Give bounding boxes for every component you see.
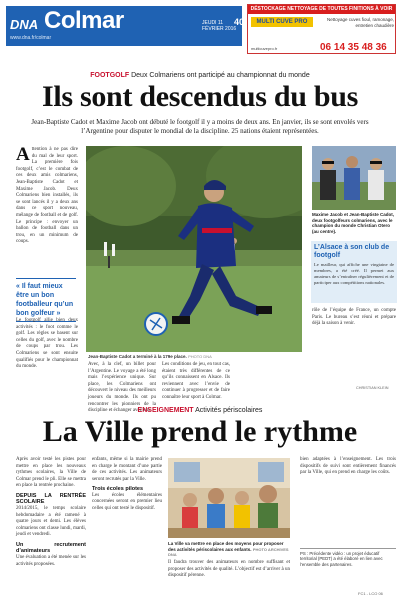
footgolf-photo bbox=[86, 146, 302, 352]
bottom-caption-text: La Ville va mettre en place des moyens pour proposer des activités périscolaires aux enfants. bbox=[168, 541, 284, 552]
story2-column-1 bbox=[16, 457, 86, 568]
story1-col3-text: Les conditions de jeu, en tout cas, étaient très différentes de ce qu’ils connaissent en Alsace. Ils reviennent avec l’envie de continuer à progresser et de faire connaître leur sport à Colmar. bbox=[162, 362, 230, 400]
story1-column-3 bbox=[162, 362, 230, 402]
ad-banner: DÉSTOCKAGE NETTOYAGE DE TOUTES FINITIONS À VOIR bbox=[248, 5, 395, 14]
story1-standfirst: Jean-Baptiste Cadot et Maxime Jacob ont débuté le footgolf il y a moins de deux ans. En janvier, ils se sont envolés vers l’Argentine pour disputer le mondial de la discipline. 25 nations étaient représentées. bbox=[31, 118, 369, 135]
advertisement bbox=[247, 4, 396, 54]
story2-section: ENSEIGNEMENT bbox=[137, 407, 194, 414]
masthead-date: JEUDI 11 FÉVRIER 2016 bbox=[202, 20, 237, 32]
story2-col1-text2: 2014/2015, le temps scolaire hebdomadaire a été ramené à quatre jours et demi. Les élèves colmariens ont classe lundi, mardi, jeudi et vendredi. bbox=[16, 505, 86, 538]
story1-column-4 bbox=[312, 308, 396, 328]
story2-col4-text: bien adaptées à l’enseignement. Les trois dispositifs de suivi sont entièrement financés par la Ville, qui en prend en charge les coûts. bbox=[300, 457, 396, 476]
masthead-site: www.dna.fr/colmar bbox=[10, 35, 52, 41]
story2-col2-text: enfants, même si la mairie prend en charge le montant d’une partie de ces activités. Les animateurs seront recrutés par la Ville. bbox=[92, 457, 162, 482]
story2-column-3 bbox=[168, 560, 290, 580]
story2-kicker bbox=[0, 407, 400, 414]
side-photo-caption: Maxime Jacob et Jean-Baptiste Cadot, deux footgolfeurs colmariens, avec le champion du monde Christian Otero (au centre). bbox=[312, 212, 395, 234]
bottom-caption-credit: PHOTO ARCHIVES DNA bbox=[168, 546, 289, 557]
main-caption-text: Jean-Baptiste Cadot a terminé à la 179e place. bbox=[88, 354, 187, 359]
ad-phone: 06 14 35 48 36 bbox=[320, 42, 387, 53]
page-number: 40 bbox=[234, 17, 245, 27]
dropcap: A bbox=[16, 144, 30, 165]
info-box bbox=[311, 241, 397, 303]
ad-brand: MULTI CUVE PRO bbox=[251, 17, 313, 27]
story2-column-4 bbox=[300, 457, 396, 477]
story2-subhead-recrutement: Un recrutement d’animateurs bbox=[16, 541, 86, 555]
bottom-photo-caption bbox=[168, 541, 290, 558]
ad-tagline: Nettoyage cuves fioul, ramonage, entretien chaudière bbox=[326, 17, 394, 28]
masthead-city: Colmar bbox=[44, 7, 124, 34]
story2-subhead-trois: Trois écoles pilotes bbox=[92, 486, 144, 493]
main-photo-caption bbox=[88, 354, 300, 359]
school-photo bbox=[168, 458, 290, 538]
story2-col2-text2: Les écoles élémentaires concernées seront en premier lieu celles qui ont testé le dispositif. bbox=[92, 492, 162, 512]
note-box: PS : Précédente vidéo : un projet éducatif territorial (PEDT) a été élaboré en lien avec l’ensemble des partenaires. bbox=[300, 548, 396, 567]
story1-col4-text: rôle de l’équipe de France, un compte Paris. Le bureau s’est réuni et prépare déjà la saison à venir. bbox=[312, 308, 396, 327]
author-signature: CHRISTIAN KLEIN bbox=[356, 386, 389, 390]
story2-kicker-text: Activités périscolaires bbox=[195, 407, 263, 414]
page-header bbox=[0, 0, 400, 53]
story2-col1-text: Après avoir testé les pistes pour mettre en place les nouveaux rythmes scolaires, la Ville de Colmar prend le pli. Elle se mettra en place la rentrée prochaine. bbox=[16, 457, 86, 489]
page-code: FC1 - LCO 06 bbox=[358, 591, 383, 596]
ad-website: multicuvepro.fr bbox=[251, 46, 278, 51]
story1-col2-text: Avec, à la clef, un billet pour l’Argentine. Le voyage a été long mais l’expérience unique. Sur place, les Colmariens ont découvert le niveau des meilleurs joueurs du monde. Ils ont pu rencontrer les pionniers de la discipline et échanger avec eux. bbox=[88, 362, 156, 414]
story1-kicker-text: Deux Colmariens ont participé au championnat du monde bbox=[131, 72, 310, 79]
pull-quote: « Il faut mieux être un bon footballeur qu’un bon golfeur » bbox=[16, 278, 76, 322]
story2-subhead-depuis: DEPUIS LA RENTRÉE SCOLAIRE bbox=[16, 492, 86, 506]
masthead-logo: DNA bbox=[10, 17, 39, 32]
story1-col1-text: ttention à ne pas dire du mal de leur sport. La première fois footgolf, c’est le combat de ces deux amis colmariens, Jean-Baptiste Cadot et Maxime Jacob. Deux Colmariens bien installés, ils se sont lancés il y a deux ans dans ce sport nouveau, mélange de football et de golf. Le principe : envoyer un ballon de football dans un trou, en un minimum de coups. bbox=[16, 147, 78, 245]
story2-col1-text3: Une évaluation a été menée sur les activités proposées. bbox=[16, 554, 86, 567]
story1-column-1-cont bbox=[16, 318, 78, 371]
story1-section: FOOTGOLF bbox=[90, 72, 130, 79]
story2-column-2 bbox=[92, 457, 162, 513]
info-box-text: Le mailleur, qui affiche une vingtaine de membres, a été créé. Il permet aux amateurs de s’entraîner régulièrement et de participer aux compétitions nationales. bbox=[314, 262, 394, 285]
masthead bbox=[6, 6, 245, 46]
story2-col3-text: Il faudra trouver des animateurs en nombre suffisant et proposer des activités de qualité. L’objectif est d’arriver à un dispositif pérenne. bbox=[168, 560, 290, 579]
story2-headline: La Ville prend le rythme bbox=[42, 415, 358, 448]
story1-kicker bbox=[0, 72, 400, 79]
story1-col1-text2: Le footgolf allie bien deux activités : le foot comme le golf. Les règles se basent sur celles du golf, avec le nombre de coups par trou. Les Colmariens se sont ensuite qualifiés pour le championnat du monde. bbox=[16, 318, 78, 370]
info-box-title: L’Alsace à son club de footgolf bbox=[314, 244, 390, 259]
champions-photo bbox=[312, 146, 396, 210]
story1-headline: Ils sont descendus du bus bbox=[42, 80, 358, 113]
story1-column-1 bbox=[16, 144, 78, 246]
main-caption-credit: PHOTO DNA bbox=[188, 354, 212, 359]
